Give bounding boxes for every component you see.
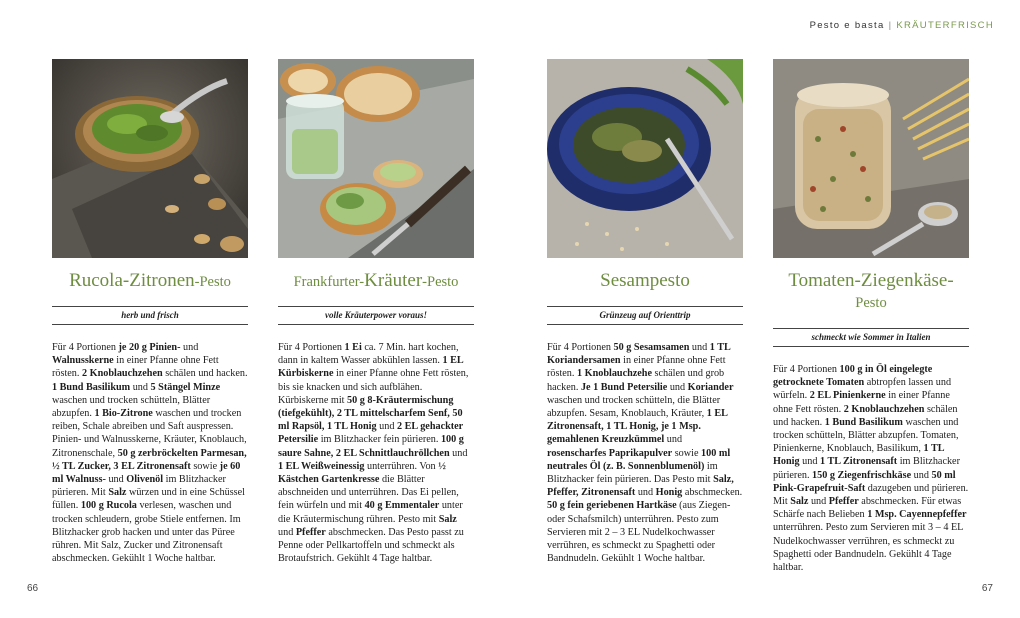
recipe-title-suffix: -Pesto — [422, 274, 459, 290]
recipe-tagline: volle Kräuterpower voraus! — [278, 306, 474, 325]
body-text-run: und — [130, 381, 151, 393]
ingredient-highlight: 2 EL Pinienkerne — [809, 390, 886, 402]
ingredient-highlight: 1 TL Koriandersamen — [547, 342, 731, 367]
body-text-run: würzen und in eine Schüssel füllen. — [52, 487, 245, 512]
ingredient-highlight: 2 Knoblauchzehen — [843, 403, 925, 415]
body-text-run: unter die Kräutermischung rühren. Pesto mit — [278, 500, 463, 525]
body-text-run: waschen und trocken schütteln, Blätter abzupfen. Tomaten, Pinienkerne, Knoblauch, Basilikum, — [773, 416, 959, 455]
ingredient-highlight: Je 1 Bund Petersilie — [580, 381, 668, 393]
ingredient-highlight: Walnusskerne — [52, 355, 114, 367]
ingredient-highlight: 50 g 8-Kräutermischung (tiefgekühlt), 2 TL mittelscharfem Senf, 50 ml Rapsöl, 1 TL Honig — [278, 394, 463, 433]
ingredient-highlight: 50 g fein geriebenen Hartkäse — [547, 500, 677, 512]
ingredient-highlight: 1 TL Honig — [773, 443, 945, 468]
body-text-run: in einer Pfanne ohne Fett rösten. — [52, 355, 219, 380]
body-text-run: im Blitzhacker pürieren. Mit — [52, 474, 226, 499]
recipe-sesampesto — [547, 59, 743, 565]
body-text-run: waschen und trocken schütteln, Blätter abzupfen. — [52, 394, 211, 420]
body-text-run: schälen und hacken. — [162, 368, 248, 380]
body-text-run: unterrühren. Von — [364, 460, 439, 472]
body-text-run: in einer Pfanne ohne Fett rösten, bis sie knacken und sich aufblähen. Kürbiskerne mit — [278, 368, 469, 406]
body-text-run: in einer Pfanne ohne Fett rösten. — [547, 355, 726, 380]
recipe-body — [52, 341, 248, 565]
body-text-run: sowie — [672, 447, 702, 459]
body-text-run: schälen und hacken. — [773, 403, 958, 428]
body-text-run: und — [180, 342, 199, 353]
body-text-run: dazugeben und pürieren. Mit — [773, 482, 969, 508]
ingredient-highlight: Koriander — [687, 381, 734, 393]
ingredient-highlight: 50 g Sesamsamen — [613, 342, 690, 353]
ingredient-highlight: 1 Bund Basilikum — [52, 381, 131, 393]
ingredient-highlight: je 60 ml Walnuss- — [52, 460, 241, 486]
ingredient-highlight: Salz — [438, 513, 457, 525]
ingredient-highlight: Pfeffer — [828, 496, 859, 508]
ingredient-highlight: 40 g Emmentaler — [364, 500, 440, 512]
ingredient-highlight: 5 Stängel Minze — [150, 381, 221, 393]
ingredient-highlight: 1 Ei — [344, 342, 362, 353]
body-text-run: und — [808, 496, 829, 508]
ingredient-highlight: rosenscharfes Paprikapulver — [547, 447, 673, 459]
body-text-run: abtropfen lassen und würfeln. — [773, 377, 952, 402]
body-text-run: im Blitzhacker pürieren. — [773, 456, 960, 481]
recipe-photo-kraeuter-pesto — [278, 59, 474, 258]
recipe-rucola-zitronen — [52, 59, 248, 565]
running-header — [810, 20, 994, 31]
recipe-tagline: herb und frisch — [52, 306, 248, 325]
recipe-photo-tomaten-pesto — [773, 59, 969, 258]
ingredient-highlight: 2 Knoblauchzehen — [82, 368, 163, 380]
recipe-body — [773, 363, 969, 574]
recipe-title-prefix: Frankfurter- — [293, 274, 365, 290]
body-text-run: abschmecken. Für etwas Schärfe nach Belieben — [773, 496, 962, 521]
body-text-run: und — [689, 342, 710, 353]
ingredient-highlight: Olivenöl — [126, 474, 164, 486]
ingredient-highlight: 1 EL Weißweinessig — [278, 460, 365, 472]
ingredient-highlight: Honig — [655, 487, 683, 499]
body-text-run: und — [376, 421, 397, 433]
recipe-tagline: Grünzeug auf Orienttrip — [547, 306, 743, 325]
body-text-run: und — [635, 487, 656, 499]
page-number-left: 66 — [27, 583, 39, 594]
ingredient-highlight: ½ Kästchen Gartenkresse — [278, 460, 446, 486]
ingredient-highlight: 2 EL gehackter Petersilie — [278, 421, 464, 446]
body-text-run: und — [911, 469, 932, 481]
header-separator: | — [888, 20, 893, 31]
body-text-run: und — [449, 447, 468, 459]
recipe-title-suffix: -Pesto — [194, 274, 231, 290]
ingredient-highlight: 1 EL Zitronensaft, 1 TL Honig, je 1 Msp. gemahlenen Kreuzkümmel — [547, 408, 728, 446]
body-text-run: ca. 7 Min. hart kochen, dann in kaltem Wasser abkühlen lassen. — [278, 342, 459, 367]
ingredient-highlight: 50 ml Pink-Grapefruit-Saft — [773, 469, 956, 494]
recipe-frankfurter-kraeuter — [278, 59, 474, 565]
ingredient-highlight: 150 g Ziegenfrischkäse — [812, 469, 912, 481]
ingredient-highlight: Salz, Pfeffer, Zitronensaft — [547, 474, 734, 499]
body-text-run: im Blitzhacker fein pürieren. Das Pesto mit — [547, 460, 718, 486]
body-text-run: in einer Pfanne ohne Fett rösten. — [773, 390, 950, 415]
body-text-run: unterrühren. Pesto zum Servieren mit 3 – 4 EL Nudelkochwasser verrühren, es schmeckt zu Spaghetti oder Bandnudeln. Gekühlt 4 Tage haltbar. — [773, 522, 964, 574]
body-text-run: schälen und grob hacken. — [547, 368, 725, 393]
body-text-run: und — [278, 526, 296, 538]
recipe-photo-rucola-pesto — [52, 59, 248, 258]
body-text-run: sowie — [190, 460, 220, 472]
ingredient-highlight: 100 g saure Sahne, 2 EL Schnittlauchröllchen — [278, 434, 464, 459]
page-number-right: 67 — [981, 583, 993, 594]
body-text-run: im Blitzhacker fein pürieren. — [318, 434, 441, 446]
body-text-run: abschmecken. Das Pesto passt zu Penne oder Pellkartoffeln und schmeckt als Brotaufstrich. Gekühlt 4 Tage haltbar. — [278, 526, 464, 565]
ingredient-highlight: Pfeffer — [295, 526, 326, 538]
body-text-run: und — [105, 474, 127, 486]
body-text-run: die Blätter abschneiden und unterrühren. Das Ei pellen, fein würfeln und mit — [278, 474, 459, 512]
recipe-title-main: Tomaten-Ziegenkäse- — [788, 270, 954, 291]
ingredient-highlight: je 20 g Pinien- — [118, 342, 181, 353]
recipe-tomaten-ziegenkaese — [773, 59, 969, 574]
recipe-title-main: Kräuter — [364, 270, 423, 291]
ingredient-highlight: 100 g Rucola — [80, 500, 137, 512]
ingredient-highlight: 1 EL Kürbiskerne — [278, 355, 464, 380]
body-text-run: und — [667, 381, 688, 393]
recipe-tagline: schmeckt wie Sommer in Italien — [773, 328, 969, 347]
recipe-title-main: Rucola-Zitronen — [69, 270, 195, 291]
recipe-title — [547, 270, 743, 306]
body-text-run: Für 4 Portionen — [278, 342, 345, 353]
body-text-run: Für 4 Portionen — [773, 364, 840, 375]
recipe-body — [547, 341, 743, 565]
recipe-photo-sesampesto — [547, 59, 743, 258]
recipe-title-suffix: Pesto — [855, 295, 887, 311]
ingredient-highlight: 100 g in Öl eingelegte getrocknete Tomaten — [773, 364, 933, 389]
body-text-run: und — [664, 434, 683, 446]
ingredient-highlight: 50 g zerbröckelten Parmesan, — [117, 447, 247, 459]
ingredient-highlight: ½ TL Zucker, 3 EL Zitronensaft — [52, 460, 191, 472]
body-text-run: Für 4 Portionen — [52, 342, 119, 353]
recipe-title-main: Sesampesto — [600, 270, 690, 291]
ingredient-highlight: 1 Bund Basilikum — [824, 416, 903, 428]
body-text-run: waschen und trocken schütteln, die Blätter abzupfen. Sesam, Knoblauch, Kräuter, — [547, 394, 721, 420]
ingredient-highlight: Salz — [108, 487, 127, 499]
recipe-title — [278, 270, 474, 306]
body-text-run: und — [799, 456, 820, 468]
body-text-run: (aus Ziegen- oder Schafsmilch) unterrühren. Pesto zum Servieren mit 2 – 3 EL Nudelkochwasser verrühren, es schmeckt zu Spaghetti oder Bandnudeln. Gekühlt 1 Woche haltbar. — [547, 500, 731, 565]
recipe-title — [773, 270, 969, 328]
body-text-run: waschen und trocken reiben, Schale abreiben und Saft auspressen. Pinien- und Walnusskerne, Kräuter, Knoblauch, Zitronenschale, — [52, 408, 247, 459]
recipe-body — [278, 341, 474, 565]
section-title: KRÄUTERFRISCH — [896, 20, 994, 31]
body-text-run: verlesen, waschen und trocken schleudern, grobe Stiele entfernen. Im Blitzhacker grob hacken und unter das Püree rühren. Mit Salz, Zucker und Zitronensaft abschmecken. Gekühlt 1 Woche haltbar. — [52, 500, 241, 565]
ingredient-highlight: Salz — [790, 496, 809, 508]
body-text-run: Für 4 Portionen — [547, 342, 614, 353]
ingredient-highlight: 1 Msp. Cayennepfeffer — [867, 509, 967, 521]
ingredient-highlight: 1 Knoblauchzehe — [577, 368, 652, 380]
book-title: Pesto e basta — [809, 20, 885, 31]
ingredient-highlight: 1 Bio-Zitrone — [94, 408, 153, 420]
body-text-run: abschmecken. — [682, 487, 743, 499]
ingredient-highlight: 100 ml neutrales Öl (z. B. Sonnenblumenöl) — [547, 447, 731, 472]
recipe-title — [52, 270, 248, 306]
ingredient-highlight: 1 TL Zitronensaft — [819, 456, 898, 468]
